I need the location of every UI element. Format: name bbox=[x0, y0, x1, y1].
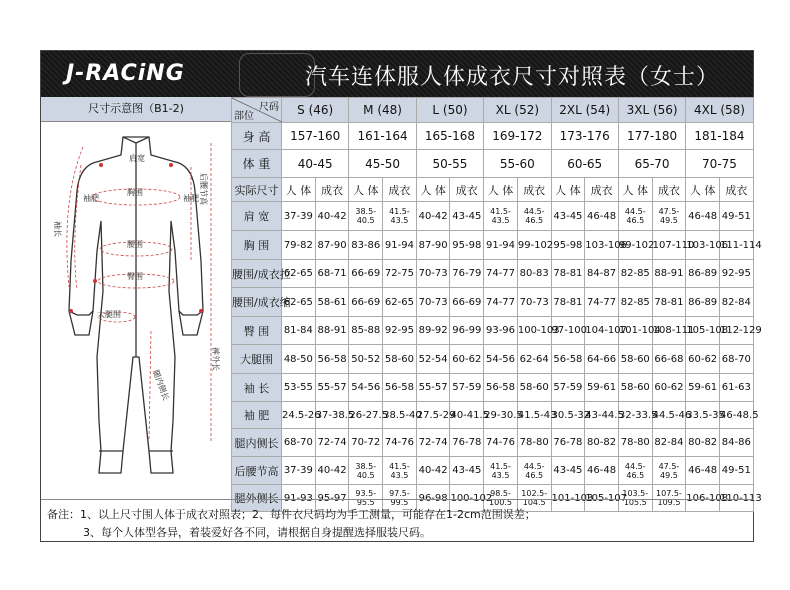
garment-value: 57-59 bbox=[450, 374, 484, 402]
garment-value: 66-69 bbox=[450, 288, 484, 317]
body-value: 33.5-35 bbox=[686, 402, 720, 429]
body-value: 95-98 bbox=[551, 231, 585, 260]
body-value: 74-77 bbox=[484, 288, 518, 317]
garment-value: 102.5- 104.5 bbox=[517, 485, 551, 512]
garment-col: 成衣 bbox=[517, 178, 551, 202]
garment-col: 成衣 bbox=[315, 178, 349, 202]
actual-size-row bbox=[232, 178, 754, 202]
measure-row bbox=[232, 260, 754, 288]
weight-value: 40-45 bbox=[282, 150, 349, 178]
garment-value: 80-83 bbox=[517, 260, 551, 288]
garment-value: 49-51 bbox=[719, 457, 753, 485]
body-value: 44.5- 46.5 bbox=[618, 202, 652, 231]
garment-value: 37-38.5 bbox=[315, 402, 349, 429]
body-col: 人 体 bbox=[618, 178, 652, 202]
row-label: 身 高 bbox=[232, 123, 282, 150]
body-value: 60-62 bbox=[686, 345, 720, 374]
body-value: 41.5- 43.5 bbox=[484, 457, 518, 485]
garment-value: 82-84 bbox=[652, 429, 686, 457]
garment-value: 46-48 bbox=[585, 457, 619, 485]
height-value: 161-164 bbox=[349, 123, 416, 150]
garment-value: 80-82 bbox=[585, 429, 619, 457]
body-value: 62-65 bbox=[282, 260, 316, 288]
garment-value: 47.5- 49.5 bbox=[652, 202, 686, 231]
garment-value: 84-86 bbox=[719, 429, 753, 457]
row-label: 腿内侧长 bbox=[232, 429, 282, 457]
measure-dot bbox=[169, 163, 173, 167]
corner-part-label: 部位 bbox=[234, 111, 254, 122]
label-shoulder: 肩宽 bbox=[129, 154, 145, 163]
body-value: 98.5- 100.5 bbox=[484, 485, 518, 512]
body-value: 55-57 bbox=[416, 374, 450, 402]
garment-value: 43-45 bbox=[450, 202, 484, 231]
size-table bbox=[231, 97, 762, 512]
height-value: 169-172 bbox=[484, 123, 551, 150]
row-label: 体 重 bbox=[232, 150, 282, 178]
height-value: 157-160 bbox=[282, 123, 349, 150]
body-value: 78-81 bbox=[551, 288, 585, 317]
row-label: 大腿围 bbox=[232, 345, 282, 374]
size-header: XL (52) bbox=[484, 98, 551, 123]
garment-value: 105-107 bbox=[585, 485, 619, 512]
garment-value: 56-58 bbox=[383, 374, 417, 402]
body-value: 54-56 bbox=[349, 374, 383, 402]
weight-row bbox=[232, 150, 754, 178]
garment-value: 58-61 bbox=[315, 288, 349, 317]
body-value: 62-65 bbox=[282, 288, 316, 317]
body-col: 人 体 bbox=[416, 178, 450, 202]
body-value: 38.5- 40.5 bbox=[349, 202, 383, 231]
row-label: 腰围/成衣拉 bbox=[232, 260, 282, 288]
height-value: 165-168 bbox=[416, 123, 483, 150]
body-value: 86-89 bbox=[686, 288, 720, 317]
body-value: 37-39 bbox=[282, 202, 316, 231]
body-value: 58-60 bbox=[618, 345, 652, 374]
garment-value: 96-99 bbox=[450, 317, 484, 345]
garment-col: 成衣 bbox=[450, 178, 484, 202]
body-value: 96-98 bbox=[416, 485, 450, 512]
garment-value: 110-113 bbox=[719, 485, 753, 512]
body-value: 32-33.5 bbox=[618, 402, 652, 429]
body-col: 人 体 bbox=[349, 178, 383, 202]
label-hip: 臀围 bbox=[127, 272, 143, 281]
garment-col: 成衣 bbox=[585, 178, 619, 202]
body-value: 106-108 bbox=[686, 485, 720, 512]
garment-col: 成衣 bbox=[652, 178, 686, 202]
diagram-heading: 尺寸示意图（B1-2) bbox=[41, 97, 231, 122]
height-value: 181-184 bbox=[686, 123, 753, 150]
garment-value: 72-74 bbox=[315, 429, 349, 457]
body-value: 72-74 bbox=[416, 429, 450, 457]
measure-row bbox=[232, 429, 754, 457]
body-value: 48-50 bbox=[282, 345, 316, 374]
measure-row bbox=[232, 288, 754, 317]
garment-value: 60-62 bbox=[450, 345, 484, 374]
body-value: 46-48 bbox=[686, 457, 720, 485]
body-value: 52-54 bbox=[416, 345, 450, 374]
garment-value: 44.5-46 bbox=[652, 402, 686, 429]
body-value: 30.5-32 bbox=[551, 402, 585, 429]
body-value: 103.5- 105.5 bbox=[618, 485, 652, 512]
garment-col: 成衣 bbox=[719, 178, 753, 202]
body-value: 43-45 bbox=[551, 457, 585, 485]
chart-title: 汽车连体服人体成衣尺寸对照表（女士） bbox=[304, 65, 719, 90]
weight-value: 65-70 bbox=[618, 150, 685, 178]
garment-value: 95-98 bbox=[450, 231, 484, 260]
body-value: 29-30.5 bbox=[484, 402, 518, 429]
row-label: 胸 围 bbox=[232, 231, 282, 260]
body-value: 82-85 bbox=[618, 260, 652, 288]
garment-value: 40-41.5 bbox=[450, 402, 484, 429]
body-value: 81-84 bbox=[282, 317, 316, 345]
label-thigh: 大腿围 bbox=[97, 310, 121, 319]
size-header-row bbox=[232, 98, 754, 123]
body-value: 74-76 bbox=[484, 429, 518, 457]
label-sleeve-width: 袖肥 bbox=[83, 194, 99, 203]
body-value: 44.5- 46.5 bbox=[618, 457, 652, 485]
size-header: 3XL (56) bbox=[618, 98, 685, 123]
weight-value: 60-65 bbox=[551, 150, 618, 178]
weight-value: 55-60 bbox=[484, 150, 551, 178]
body-value: 43-45 bbox=[551, 202, 585, 231]
measure-dot bbox=[69, 309, 73, 313]
body-value: 66-69 bbox=[349, 288, 383, 317]
body-value: 58-60 bbox=[618, 374, 652, 402]
body-value: 56-58 bbox=[484, 374, 518, 402]
size-header: 2XL (54) bbox=[551, 98, 618, 123]
body-value: 27.5-29 bbox=[416, 402, 450, 429]
row-label: 臀 围 bbox=[232, 317, 282, 345]
size-chart bbox=[40, 50, 762, 542]
label-inner-leg: 腿内侧长 bbox=[151, 368, 171, 402]
body-value: 40-42 bbox=[416, 457, 450, 485]
measure-row bbox=[232, 202, 754, 231]
garment-value: 92-95 bbox=[719, 260, 753, 288]
garment-value: 107-110 bbox=[652, 231, 686, 260]
garment-value: 40-42 bbox=[315, 202, 349, 231]
garment-value: 46-48 bbox=[585, 202, 619, 231]
header-bar bbox=[41, 51, 753, 97]
size-header: M (48) bbox=[349, 98, 416, 123]
measure-row bbox=[232, 402, 754, 429]
body-value: 78-81 bbox=[551, 260, 585, 288]
garment-col: 成衣 bbox=[383, 178, 417, 202]
garment-value: 76-78 bbox=[450, 429, 484, 457]
body-value: 66-69 bbox=[349, 260, 383, 288]
height-row bbox=[232, 123, 754, 150]
garment-value: 38.5-40 bbox=[383, 402, 417, 429]
garment-value: 100-103 bbox=[517, 317, 551, 345]
garment-value: 103-106 bbox=[585, 231, 619, 260]
body-value: 99-102 bbox=[618, 231, 652, 260]
garment-value: 111-114 bbox=[719, 231, 753, 260]
measure-row bbox=[232, 317, 754, 345]
note-line-1: 备注：1、以上尺寸围人体于成衣对照表；2、每件衣尺码均为手工测量，可能存在1-2cm范围误差； bbox=[47, 508, 536, 521]
garment-value: 58-60 bbox=[517, 374, 551, 402]
garment-value: 78-81 bbox=[652, 288, 686, 317]
measure-dot bbox=[93, 279, 97, 283]
body-col: 人 体 bbox=[484, 178, 518, 202]
collar bbox=[123, 137, 149, 143]
body-value: 93.5- 95.5 bbox=[349, 485, 383, 512]
garment-value: 41.5- 43.5 bbox=[383, 457, 417, 485]
garment-value: 76-79 bbox=[450, 260, 484, 288]
garment-value: 70-73 bbox=[517, 288, 551, 317]
body-value: 26-27.5 bbox=[349, 402, 383, 429]
row-label: 腰围/成衣缩 bbox=[232, 288, 282, 317]
notes bbox=[41, 499, 753, 542]
row-label: 腿外侧长 bbox=[232, 485, 282, 512]
garment-value: 56-58 bbox=[315, 345, 349, 374]
garment-value: 72-75 bbox=[383, 260, 417, 288]
body-value: 68-70 bbox=[282, 429, 316, 457]
label-outer-leg: 裤外长 bbox=[211, 347, 220, 371]
height-value: 177-180 bbox=[618, 123, 685, 150]
size-header: L (50) bbox=[416, 98, 483, 123]
corner-cell bbox=[232, 98, 282, 123]
body-value: 101-104 bbox=[618, 317, 652, 345]
size-diagram bbox=[41, 97, 232, 499]
body-value: 59-61 bbox=[686, 374, 720, 402]
label-back-waist: 后腰节高 bbox=[199, 173, 208, 205]
height-value: 173-176 bbox=[551, 123, 618, 150]
row-label: 袖 肥 bbox=[232, 402, 282, 429]
measure-dot bbox=[199, 309, 203, 313]
garment-value: 58-60 bbox=[383, 345, 417, 374]
body-value: 93-96 bbox=[484, 317, 518, 345]
garment-value: 44.5- 46.5 bbox=[517, 202, 551, 231]
body-value: 37-39 bbox=[282, 457, 316, 485]
label-cuff: 袖肥 bbox=[183, 194, 199, 203]
garment-value: 40-42 bbox=[315, 457, 349, 485]
body-value: 46-48 bbox=[686, 202, 720, 231]
garment-value: 41.5- 43.5 bbox=[383, 202, 417, 231]
corner-size-label: 尺码 bbox=[259, 102, 279, 113]
garment-value: 74-76 bbox=[383, 429, 417, 457]
body-value: 87-90 bbox=[416, 231, 450, 260]
body-value: 38.5- 40.5 bbox=[349, 457, 383, 485]
garment-value: 104-107 bbox=[585, 317, 619, 345]
garment-value: 68-71 bbox=[315, 260, 349, 288]
garment-value: 82-84 bbox=[719, 288, 753, 317]
row-label: 肩 宽 bbox=[232, 202, 282, 231]
garment-value: 59-61 bbox=[585, 374, 619, 402]
measure-row bbox=[232, 231, 754, 260]
body-col: 人 体 bbox=[282, 178, 316, 202]
weight-value: 70-75 bbox=[686, 150, 753, 178]
garment-value: 100-102 bbox=[450, 485, 484, 512]
inner-leg-line bbox=[149, 331, 151, 441]
body-value: 56-58 bbox=[551, 345, 585, 374]
body-value: 85-88 bbox=[349, 317, 383, 345]
body-value: 50-52 bbox=[349, 345, 383, 374]
garment-value: 88-91 bbox=[315, 317, 349, 345]
garment-value: 41.5-43 bbox=[517, 402, 551, 429]
body-value: 70-72 bbox=[349, 429, 383, 457]
garment-value: 66-68 bbox=[652, 345, 686, 374]
garment-value: 47.5- 49.5 bbox=[652, 457, 686, 485]
body-value: 103-106 bbox=[686, 231, 720, 260]
garment-value: 61-63 bbox=[719, 374, 753, 402]
body-value: 101-103 bbox=[551, 485, 585, 512]
row-label: 后腰节高 bbox=[232, 457, 282, 485]
body-value: 91-94 bbox=[484, 231, 518, 260]
garment-value: 95-97 bbox=[315, 485, 349, 512]
body-value: 79-82 bbox=[282, 231, 316, 260]
row-label: 袖 长 bbox=[232, 374, 282, 402]
garment-value: 78-80 bbox=[517, 429, 551, 457]
body-value: 78-80 bbox=[618, 429, 652, 457]
label-waist: 腰围 bbox=[127, 240, 143, 249]
garment-value: 49-51 bbox=[719, 202, 753, 231]
label-sleeve-length: 袖长 bbox=[53, 221, 62, 237]
body-value: 86-89 bbox=[686, 260, 720, 288]
body-value: 24.5-26 bbox=[282, 402, 316, 429]
garment-value: 108-111 bbox=[652, 317, 686, 345]
garment-value: 64-66 bbox=[585, 345, 619, 374]
garment-value: 55-57 bbox=[315, 374, 349, 402]
weight-value: 50-55 bbox=[416, 150, 483, 178]
body-value: 105-108 bbox=[686, 317, 720, 345]
body-value: 76-78 bbox=[551, 429, 585, 457]
garment-value: 99-102 bbox=[517, 231, 551, 260]
garment-value: 43-44.5 bbox=[585, 402, 619, 429]
garment-value: 62-64 bbox=[517, 345, 551, 374]
garment-value: 68-70 bbox=[719, 345, 753, 374]
body-col: 人 体 bbox=[686, 178, 720, 202]
body-value: 91-93 bbox=[282, 485, 316, 512]
body-value: 83-86 bbox=[349, 231, 383, 260]
label-chest: 胸围 bbox=[127, 188, 143, 197]
body-col: 人 体 bbox=[551, 178, 585, 202]
body-value: 70-73 bbox=[416, 260, 450, 288]
racing-suit-diagram bbox=[41, 121, 231, 499]
garment-value: 62-65 bbox=[383, 288, 417, 317]
measure-row bbox=[232, 374, 754, 402]
body-value: 80-82 bbox=[686, 429, 720, 457]
garment-value: 92-95 bbox=[383, 317, 417, 345]
size-header: S (46) bbox=[282, 98, 349, 123]
body-value: 53-55 bbox=[282, 374, 316, 402]
body-value: 97-100 bbox=[551, 317, 585, 345]
body-value: 41.5- 43.5 bbox=[484, 202, 518, 231]
body-value: 70-73 bbox=[416, 288, 450, 317]
garment-value: 88-91 bbox=[652, 260, 686, 288]
body-value: 74-77 bbox=[484, 260, 518, 288]
body-value: 82-85 bbox=[618, 288, 652, 317]
garment-value: 112-129 bbox=[719, 317, 753, 345]
body-value: 54-56 bbox=[484, 345, 518, 374]
garment-value: 107.5- 109.5 bbox=[652, 485, 686, 512]
garment-value: 74-77 bbox=[585, 288, 619, 317]
garment-value: 84-87 bbox=[585, 260, 619, 288]
measure-dot bbox=[99, 163, 103, 167]
brand-logo: J-RACiNG bbox=[66, 61, 185, 86]
garment-value: 46-48.5 bbox=[719, 402, 753, 429]
measure-row bbox=[232, 345, 754, 374]
garment-value: 87-90 bbox=[315, 231, 349, 260]
measure-row bbox=[232, 457, 754, 485]
garment-value: 44.5- 46.5 bbox=[517, 457, 551, 485]
garment-value: 97.5- 99.5 bbox=[383, 485, 417, 512]
garment-value: 43-45 bbox=[450, 457, 484, 485]
body-value: 40-42 bbox=[416, 202, 450, 231]
garment-value: 91-94 bbox=[383, 231, 417, 260]
body-value: 57-59 bbox=[551, 374, 585, 402]
size-header: 4XL (58) bbox=[686, 98, 753, 123]
weight-value: 45-50 bbox=[349, 150, 416, 178]
row-label: 实际尺寸 bbox=[232, 178, 282, 202]
note-line-2: 3、每个人体型各异，着装爱好各不同，请根据自身提醒选择服装尺码。 bbox=[83, 526, 431, 539]
body-value: 89-92 bbox=[416, 317, 450, 345]
garment-value: 60-62 bbox=[652, 374, 686, 402]
